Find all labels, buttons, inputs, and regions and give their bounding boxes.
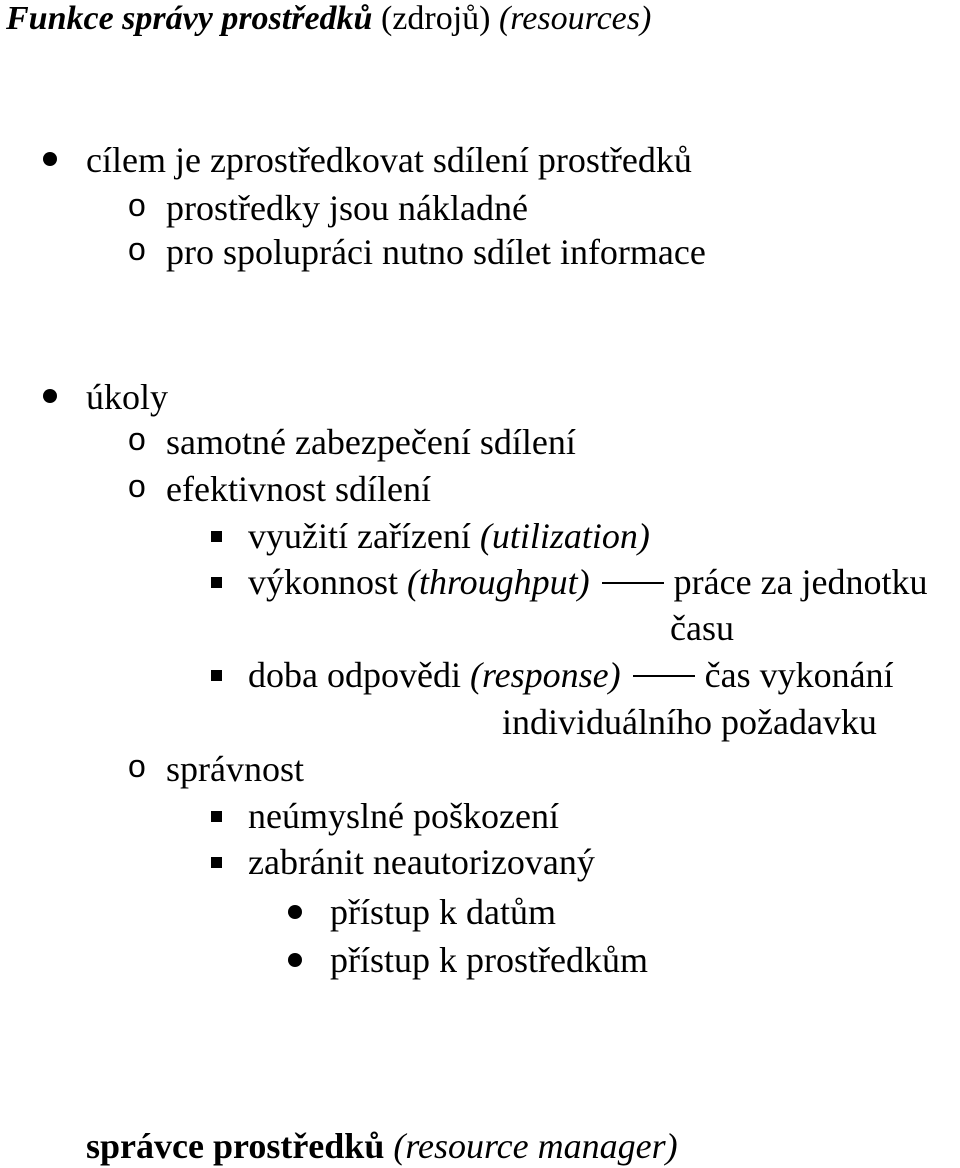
bullet-circle-icon: o: [128, 421, 146, 457]
efficiency-item-3-en: (response): [469, 655, 621, 695]
efficiency-item-3: [248, 657, 894, 693]
bullet-square-icon: [211, 811, 222, 822]
footer-english: (resource manager): [393, 1126, 678, 1166]
dash-separator: [602, 582, 664, 584]
efficiency-item-1-text: využití zařízení: [248, 516, 471, 556]
bullet-circle-icon: o: [128, 231, 146, 267]
footer-bold: správce prostředků: [86, 1126, 385, 1166]
bullet-disc-icon: [288, 953, 302, 967]
title-paren: (zdrojů): [380, 0, 491, 37]
efficiency-item-3-text: doba odpovědi: [248, 655, 461, 695]
title-english: (resources): [498, 0, 652, 37]
section-1-item-1: prostředky jsou nákladné: [166, 188, 528, 228]
footer-line: [86, 1128, 678, 1164]
section-1-item-2: pro spolupráci nutno sdílet informace: [166, 232, 706, 272]
efficiency-item-3-desc: čas vykonání: [704, 655, 894, 695]
bullet-square-icon: [211, 670, 222, 681]
correctness-item-1: neúmyslné poškození: [248, 796, 559, 836]
efficiency-item-3-cont: individuálního požadavku: [502, 702, 877, 742]
bullet-disc-icon: [43, 389, 57, 403]
page-title: [6, 2, 651, 36]
bullet-disc-icon: [288, 905, 302, 919]
access-item-1: přístup k datům: [330, 892, 556, 932]
efficiency-item-1-en: (utilization): [479, 516, 650, 556]
efficiency-item-1: [248, 518, 650, 554]
efficiency-item-2-en: (throughput): [407, 562, 590, 602]
bullet-square-icon: [211, 577, 222, 588]
bullet-square-icon: [211, 857, 222, 868]
section-2-item-2: efektivnost sdílení: [166, 469, 431, 509]
efficiency-item-2-text: výkonnost: [248, 562, 399, 602]
section-1-label: cílem je zprostředkovat sdílení prostředků: [86, 140, 692, 180]
dash-separator: [633, 675, 695, 677]
bullet-disc-icon: [43, 152, 57, 166]
bullet-circle-icon: o: [128, 748, 146, 784]
efficiency-item-2-cont: času: [670, 608, 734, 648]
bullet-square-icon: [211, 531, 222, 542]
section-2-item-3: správnost: [166, 749, 304, 789]
bullet-circle-icon: o: [128, 468, 146, 504]
title-main: Funkce správy prostředků: [6, 0, 373, 37]
correctness-item-2: zabránit neautorizovaný: [248, 842, 595, 882]
access-item-2: přístup k prostředkům: [330, 940, 648, 980]
efficiency-item-2: [248, 564, 928, 600]
section-2-label: úkoly: [86, 377, 169, 417]
section-2-item-1: samotné zabezpečení sdílení: [166, 422, 576, 462]
efficiency-item-2-desc: práce za jednotku: [673, 562, 928, 602]
bullet-circle-icon: o: [128, 187, 146, 223]
